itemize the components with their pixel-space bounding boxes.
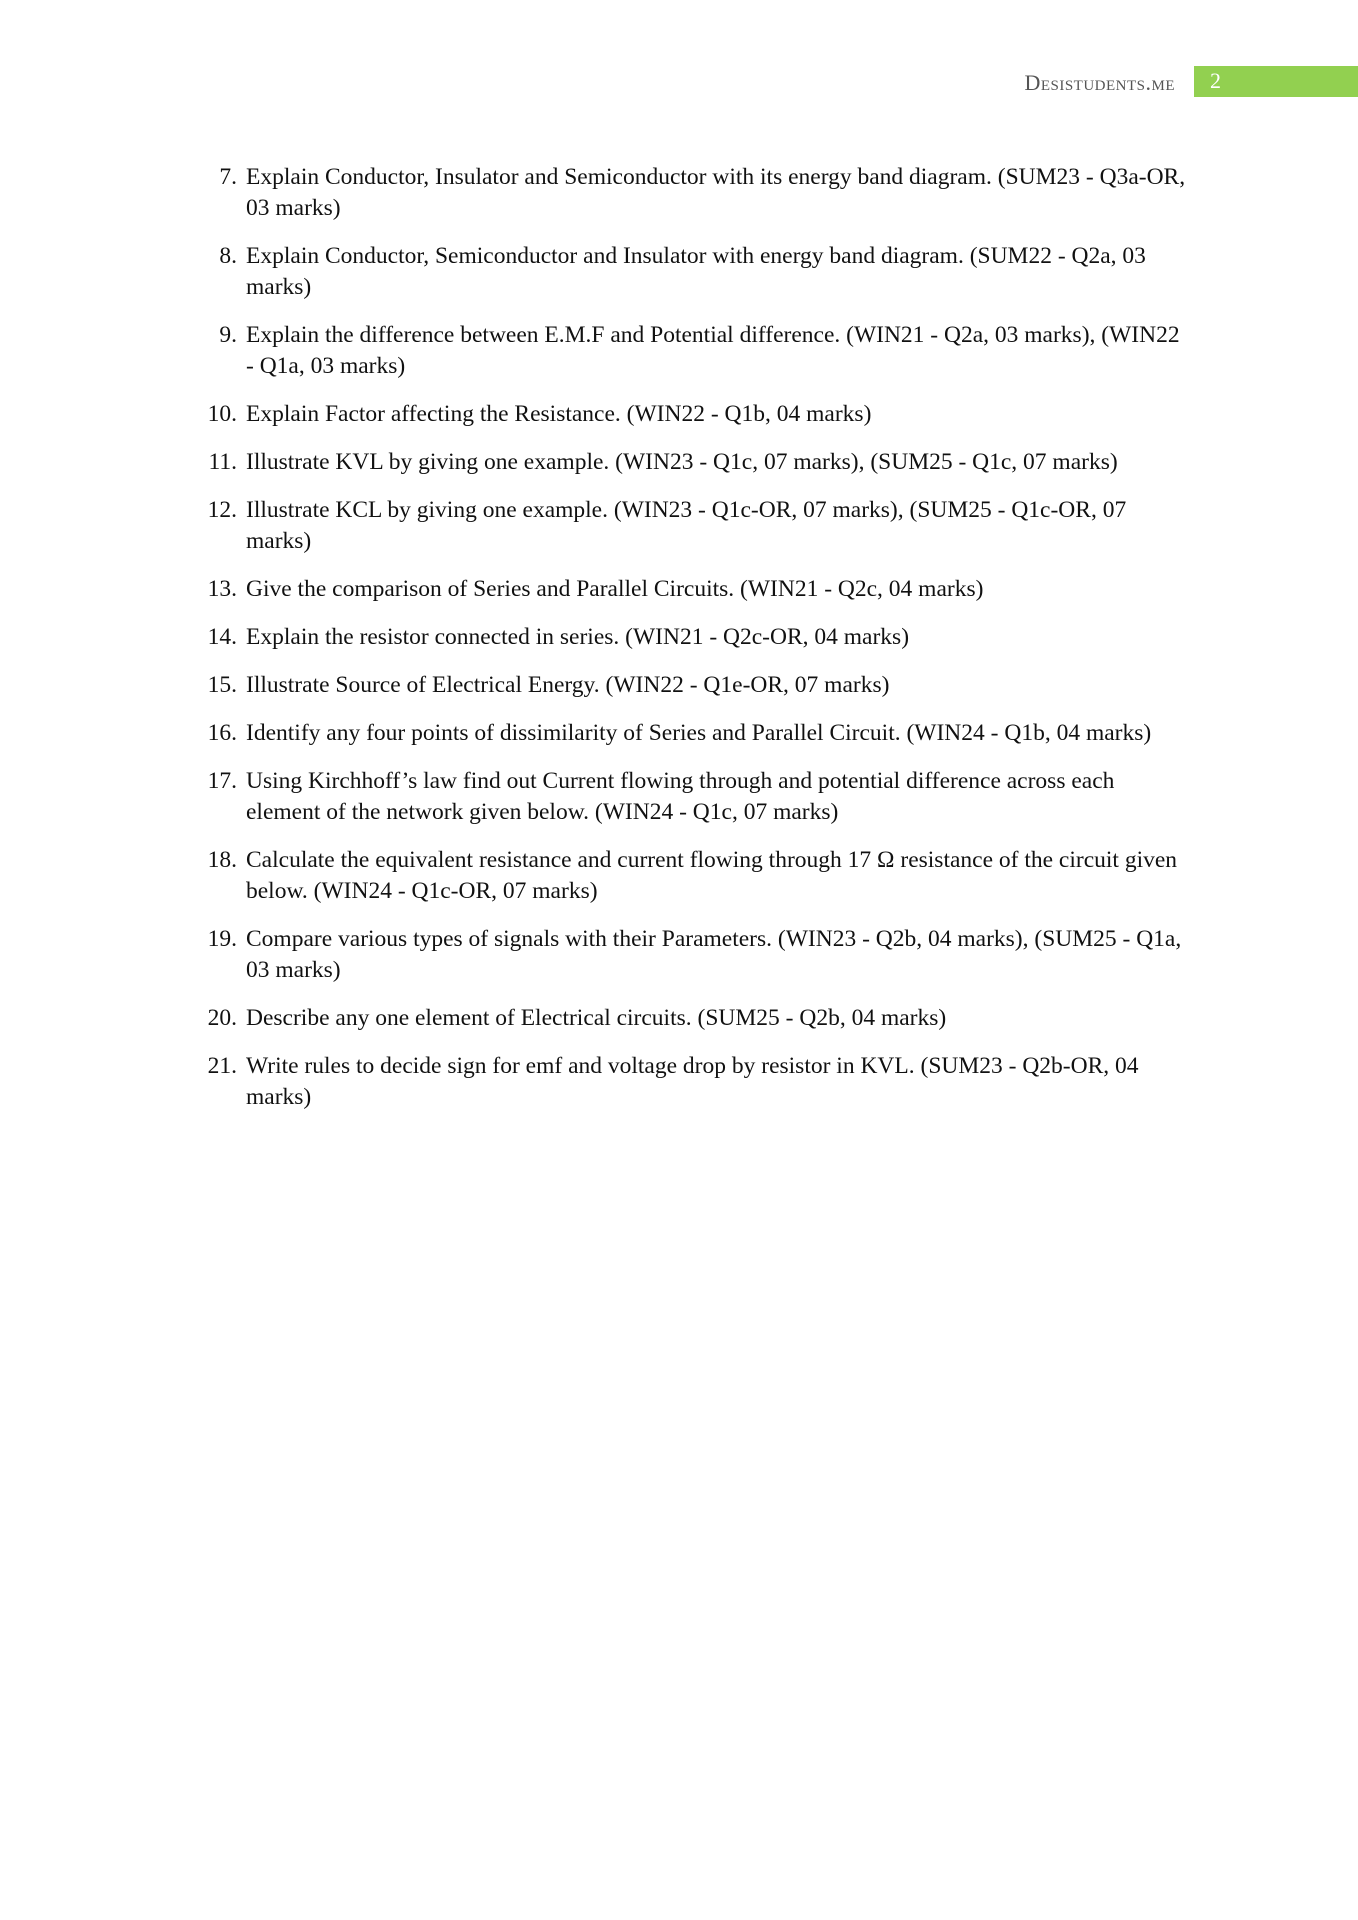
question-number: 11. xyxy=(208,449,237,475)
list-item xyxy=(201,1051,1191,1113)
list-item xyxy=(201,622,1191,653)
question-text: Explain Factor affecting the Resistance. (WIN22 - Q1b, 04 marks) xyxy=(246,401,872,427)
question-number: 21. xyxy=(207,1053,237,1079)
question-text: Write rules to decide sign for emf and voltage drop by resistor in KVL. (SUM23 - Q2b-OR, 04 marks) xyxy=(246,1053,1139,1110)
question-number: 7. xyxy=(219,164,237,190)
question-number: 8. xyxy=(219,243,237,269)
list-item xyxy=(201,162,1191,224)
question-number: 14. xyxy=(207,624,237,650)
question-text: Illustrate KVL by giving one example. (WIN23 - Q1c, 07 marks), (SUM25 - Q1c, 07 marks) xyxy=(246,449,1118,475)
question-text: Explain Conductor, Semiconductor and Insulator with energy band diagram. (SUM22 - Q2a, 03 marks) xyxy=(246,243,1146,300)
question-text: Explain Conductor, Insulator and Semiconductor with its energy band diagram. (SUM23 - Q3a-OR, 03 marks) xyxy=(246,164,1186,221)
list-item xyxy=(201,241,1191,303)
question-text: Illustrate KCL by giving one example. (WIN23 - Q1c-OR, 07 marks), (SUM25 - Q1c-OR, 07 marks) xyxy=(246,497,1127,554)
page-number: 2 xyxy=(1210,68,1221,93)
question-text: Illustrate Source of Electrical Energy. (WIN22 - Q1e-OR, 07 marks) xyxy=(246,672,890,698)
question-number: 18. xyxy=(207,847,237,873)
list-item xyxy=(201,495,1191,557)
question-number: 12. xyxy=(207,497,237,523)
list-item xyxy=(201,447,1191,478)
question-number: 13. xyxy=(207,576,237,602)
question-list xyxy=(201,162,1191,1130)
question-text: Identify any four points of dissimilarity of Series and Parallel Circuit. (WIN24 - Q1b, 04 marks) xyxy=(246,720,1152,746)
question-text: Explain the difference between E.M.F and Potential difference. (WIN21 - Q2a, 03 marks), (WIN22 - Q1a, 03 marks) xyxy=(246,322,1180,379)
question-number: 9. xyxy=(219,322,237,348)
list-item xyxy=(201,670,1191,701)
question-text: Describe any one element of Electrical circuits. (SUM25 - Q2b, 04 marks) xyxy=(246,1005,947,1031)
question-text: Using Kirchhoff’s law find out Current flowing through and potential difference across each element of the network given below. (WIN24 - Q1c, 07 marks) xyxy=(246,768,1115,825)
list-item xyxy=(201,845,1191,907)
page-number-badge xyxy=(1194,66,1358,97)
list-item xyxy=(201,1003,1191,1034)
question-text: Explain the resistor connected in series. (WIN21 - Q2c-OR, 04 marks) xyxy=(246,624,910,650)
question-number: 20. xyxy=(207,1005,237,1031)
question-text: Calculate the equivalent resistance and current flowing through 17 Ω resistance of the circuit given below. (WIN24 - Q1c-OR, 07 marks) xyxy=(246,847,1178,904)
site-name: Desistudents.me xyxy=(1024,70,1175,95)
list-item xyxy=(201,320,1191,382)
page-header xyxy=(0,64,1358,100)
question-number: 10. xyxy=(207,401,237,427)
question-text: Give the comparison of Series and Parallel Circuits. (WIN21 - Q2c, 04 marks) xyxy=(246,576,984,602)
question-text: Compare various types of signals with their Parameters. (WIN23 - Q2b, 04 marks), (SUM25 - Q1a, 03 marks) xyxy=(246,926,1182,983)
question-number: 17. xyxy=(207,768,237,794)
list-item xyxy=(201,766,1191,828)
list-item xyxy=(201,399,1191,430)
list-item xyxy=(201,574,1191,605)
list-item xyxy=(201,924,1191,986)
list-item xyxy=(201,718,1191,749)
question-number: 16. xyxy=(207,720,237,746)
question-number: 15. xyxy=(207,672,237,698)
question-number: 19. xyxy=(207,926,237,952)
